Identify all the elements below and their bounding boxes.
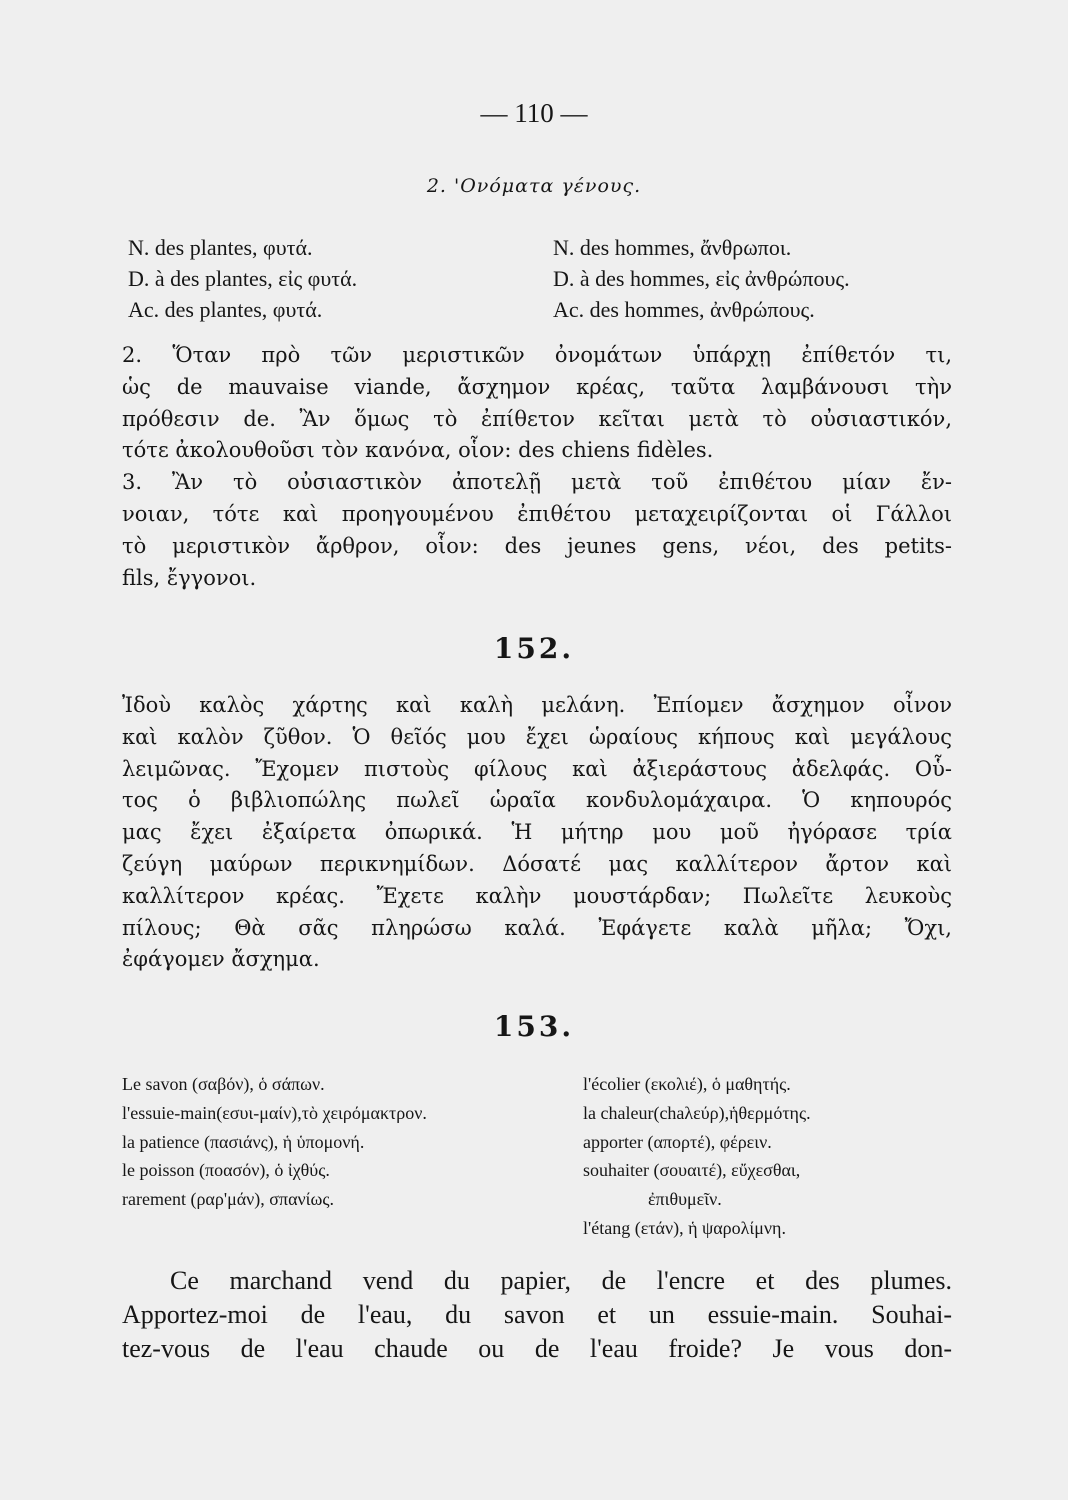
vocab-right-column: [583, 1070, 811, 1243]
vocab-entry: l'essuie-main(εσυι-μαίν),τὸ χειρόμακτρον.: [122, 1102, 427, 1123]
declension-right-line: N. des hommes, ἄνθρωποι.: [553, 235, 792, 260]
vocab-entry: rarement (ραρ'μάν), σπανίως.: [122, 1189, 334, 1210]
vocab-entry: l'écolier (εκολιέ), ὁ μαθητής.: [583, 1074, 791, 1094]
vocab-entry: la patience (πασιάνς), ἡ ὑπομονή.: [122, 1131, 365, 1152]
rules-paragraphs: [122, 340, 952, 594]
exercise-152-line: Ἰδοὺ καλὸς χάρτης καὶ καλὴ μελάνη. Ἐπίομεν ἄσχημον οἶνον: [122, 693, 952, 717]
declension-left-column: [128, 232, 357, 325]
french-line: tez-vous de l'eau chaude ou de l'eau froide? Je vous don-: [122, 1334, 952, 1363]
rules-line: 2. Ὅταν πρὸ τῶν μεριστικῶν ὀνομάτων ὑπάρχῃ ἐπίθετόν τι,: [122, 343, 952, 367]
declension-left-line: N. des plantes, φυτά.: [128, 235, 313, 260]
vocab-entry: Le savon (σαβόν), ὁ σάπων.: [122, 1074, 325, 1094]
exercise-152-text: [122, 690, 952, 976]
exercise-153-number: 153.: [493, 1010, 575, 1043]
rules-line: 3. Ἂν τὸ οὐσιαστικὸν ἀποτελῇ μετὰ τοῦ ἐπιθέτου μίαν ἔν-: [122, 470, 952, 495]
exercise-152-line: λειμῶνας. Ἔχομεν πιστοὺς φίλους καὶ ἀξιεράστους ἀδελφάς. Οὗ-: [122, 756, 952, 781]
exercise-152-line: μας ἔχει ἐξαίρετα ὀπωρικά. Ἡ μήτηρ μου μοῦ ἠγόρασε τρία: [122, 820, 952, 845]
section-heading: 2. 'Ονόματα γένους.: [426, 175, 642, 197]
rules-line: fils, ἔγγονοι.: [122, 565, 257, 590]
rules-line: πρόθεσιν de. Ἂν ὅμως τὸ ἐπίθετον κεῖται μετὰ τὸ οὐσιαστικόν,: [122, 406, 952, 431]
rules-line: νοιαν, τότε καὶ προηγουμένου ἐπιθέτου μεταχειρίζονται οἱ Γάλλοι: [122, 501, 952, 526]
vocab-entry: souhaiter (σουαιτέ), εὔχεσθαι,: [583, 1160, 801, 1181]
declension-right-line: Ac. des hommes, ἀνθρώπους.: [553, 297, 815, 322]
exercise-152-line: καὶ καλὸν ζῦθον. Ὁ θεῖός μου ἔχει ὡραίους κήπους καὶ μεγάλους: [122, 724, 952, 749]
exercise-152-line: πίλους; Θὰ σᾶς πληρώσω καλά. Ἐφάγετε καλὰ μῆλα; Ὄχι,: [122, 915, 952, 940]
declension-left-line: D. à des plantes, εἰς φυτά.: [128, 266, 358, 291]
declension-right-column: [553, 232, 850, 325]
rules-line: ὡς de mauvaise viande, ἄσχημον κρέας, ταῦτα λαμβάνουσι τὴν: [122, 374, 952, 399]
french-exercise-text: [122, 1264, 952, 1366]
rules-line: τὸ μεριστικὸν ἄρθρον, οἷον: des jeunes gens, νέοι, des petits-: [122, 533, 952, 558]
vocab-entry: le poisson (ποασόν), ὁ ἰχθύς.: [122, 1160, 330, 1181]
exercise-152-line: καλλίτερον κρέας. Ἔχετε καλὴν μουστάρδαν; Πωλεῖτε λευκοὺς: [122, 883, 952, 908]
french-line: Ce marchand vend du papier, de l'encre et des plumes.: [170, 1266, 952, 1295]
declension-left-line: Ac. des plantes, φυτά.: [128, 297, 323, 322]
french-line: Apportez-moi de l'eau, du savon et un essuie-main. Souhai-: [122, 1300, 952, 1329]
exercise-152-line: ἐφάγομεν ἄσχημα.: [122, 947, 320, 972]
vocab-entry: apporter (απορτέ), φέρειν.: [583, 1131, 772, 1152]
vocab-left-column: [122, 1070, 427, 1214]
vocab-entry: ἐπιθυμεῖν.: [648, 1189, 722, 1210]
exercise-152-line: τος ὁ βιβλιοπώλης πωλεῖ ὡραῖα κονδυλομάχαιρα. Ὁ κηπουρός: [122, 788, 952, 813]
vocab-entry: la chaleur(chaλεύρ),ἡθερμότης.: [583, 1102, 811, 1123]
exercise-152-line: ζεύγη μαύρων περικνημίδων. Δόσατέ μας καλλίτερον ἄρτον καὶ: [122, 851, 952, 876]
vocab-entry: l'étang (ετάν), ἡ ψαρολίμνη.: [583, 1217, 786, 1238]
declension-right-line: D. à des hommes, εἰς ἀνθρώπους.: [553, 266, 850, 291]
page-number: — 110 —: [480, 98, 588, 128]
rules-line: τότε ἀκολουθοῦσι τὸν κανόνα, οἷον: des chiens fidèles.: [122, 438, 714, 463]
exercise-152-number: 152.: [493, 632, 575, 665]
